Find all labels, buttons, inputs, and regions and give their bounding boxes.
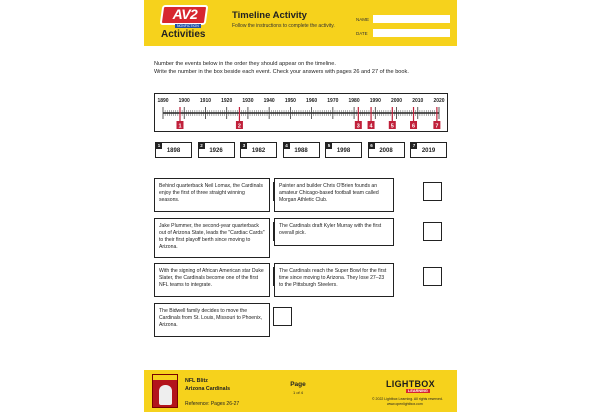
year-box <box>368 142 405 158</box>
year-value: 1998 <box>336 148 351 154</box>
lightbox-logo: LIGHTBOX <box>386 379 435 389</box>
year-number: 4 <box>285 143 288 148</box>
timeline-tick-label: 1980 <box>348 98 360 104</box>
year-value: 1898 <box>166 148 181 154</box>
page-title: Timeline Activity <box>232 10 307 21</box>
timeline-marker-label: 3 <box>356 123 360 130</box>
year-box <box>240 142 277 158</box>
page-subtitle: Follow the instructions to complete the activity. <box>232 23 335 29</box>
year-box <box>410 142 447 158</box>
year-number: 6 <box>370 143 373 148</box>
year-box <box>283 142 320 158</box>
cover-player-figure <box>159 385 172 405</box>
timeline <box>154 93 448 132</box>
timeline-graphic <box>155 94 449 133</box>
answer-box[interactable] <box>423 267 442 286</box>
event-card: Behind quarterback Neil Lomax, the Cardinals enjoy the first of three straight winning seasons. <box>154 178 270 212</box>
timeline-tick-label: 1950 <box>284 98 296 104</box>
name-field[interactable] <box>373 15 450 23</box>
answer-box[interactable] <box>423 222 442 241</box>
year-number: 2 <box>200 143 203 148</box>
timeline-marker-label: 7 <box>435 123 439 130</box>
timeline-marker-label: 6 <box>411 123 416 130</box>
year-value: 1988 <box>294 148 308 154</box>
timeline-tick-label: 2000 <box>390 98 403 104</box>
timeline-tick-label: 2010 <box>412 98 424 104</box>
event-card: The Bidwell family decides to move the Cardinals from St. Louis, Missouri to Phoenix, Arizona. <box>154 303 270 337</box>
year-number: 1 <box>157 143 161 148</box>
date-label: DATE <box>356 31 368 36</box>
instructions-line-1: Number the events below in the order they should appear on the timeline. <box>154 61 336 67</box>
year-box <box>198 142 235 158</box>
logo-activities-label: Activities <box>161 29 206 40</box>
answer-box[interactable] <box>273 307 292 326</box>
year-value: 2019 <box>421 148 436 154</box>
year-value: 1982 <box>251 148 266 154</box>
page-label: Page <box>290 381 306 388</box>
event-card: The Cardinals reach the Super Bowl for the first time since moving to Arizona. They lose 27–23 to the Pittsburgh Steelers. <box>274 263 394 297</box>
av2-badge-text: AV2 <box>172 6 198 22</box>
instructions <box>154 60 454 76</box>
timeline-tick-label: 1900 <box>178 98 190 104</box>
book-reference: Reference: Pages 26-27 <box>185 401 240 407</box>
event-card: With the signing of African American star Duke Slater, the Cardinals become one of the first NFL teams to integrate. <box>154 263 270 297</box>
year-number: 5 <box>327 143 331 148</box>
timeline-tick-label: 1930 <box>242 98 254 104</box>
timeline-marker-label: 4 <box>369 123 373 130</box>
year-box <box>325 142 362 158</box>
cover-band <box>153 375 177 380</box>
page-count: 1 of 4 <box>292 390 303 395</box>
logo-sub-label: NONFICTION <box>177 24 199 28</box>
timeline-tick-label: 1910 <box>199 98 212 104</box>
header-bar <box>144 0 457 46</box>
timeline-tick-label: 1970 <box>327 98 339 104</box>
lightbox-learning-tag: LEARNING <box>408 389 428 393</box>
date-field[interactable] <box>373 29 450 37</box>
year-value: 1926 <box>209 148 223 154</box>
year-boxes <box>155 142 451 160</box>
book-info <box>185 378 230 393</box>
timeline-marker-label: 2 <box>237 123 241 130</box>
timeline-marker-label: 1 <box>178 123 182 130</box>
name-label: NAME <box>356 17 370 22</box>
book-title: Arizona Cardinals <box>185 385 231 392</box>
year-number: 3 <box>242 143 246 148</box>
timeline-marker-label: 5 <box>390 123 394 130</box>
timeline-tick-label: 1890 <box>157 98 169 104</box>
publisher-url: www.openlightbox.com <box>387 402 423 406</box>
year-value: 2008 <box>379 148 393 154</box>
activity-sheet <box>144 0 457 412</box>
timeline-tick-label: 1960 <box>306 98 318 104</box>
event-card: The Cardinals draft Kyler Murray with the first overall pick. <box>274 218 394 246</box>
series-title: NFL Blitz <box>185 378 208 384</box>
timeline-tick-label: 1920 <box>221 98 233 104</box>
footer-bar <box>144 370 457 412</box>
year-number: 7 <box>412 143 416 148</box>
event-card: Jake Plummer, the second-year quarterback out of Arizona State, leads the "Cardiac Cards" to their first playoff berth since moving to Arizona. <box>154 218 270 258</box>
timeline-tick-label: 2020 <box>433 98 445 104</box>
timeline-tick-label: 1990 <box>369 98 381 104</box>
instructions-line-2: Write the number in the box beside each event. Check your answers with pages 26 and 27 of the book. <box>154 69 409 75</box>
timeline-tick-label: 1940 <box>263 98 275 104</box>
copyright: © 2022 Lightbox Learning. All rights reserved. <box>372 397 443 401</box>
year-box <box>155 142 192 158</box>
answer-box[interactable] <box>423 182 442 201</box>
book-cover-image <box>152 374 178 408</box>
title-block <box>232 10 335 29</box>
av2-logo <box>151 5 219 41</box>
event-card: Painter and builder Chris O'Brien founds an amateur Chicago-based football team called Morgan Athletic Club. <box>274 178 394 212</box>
